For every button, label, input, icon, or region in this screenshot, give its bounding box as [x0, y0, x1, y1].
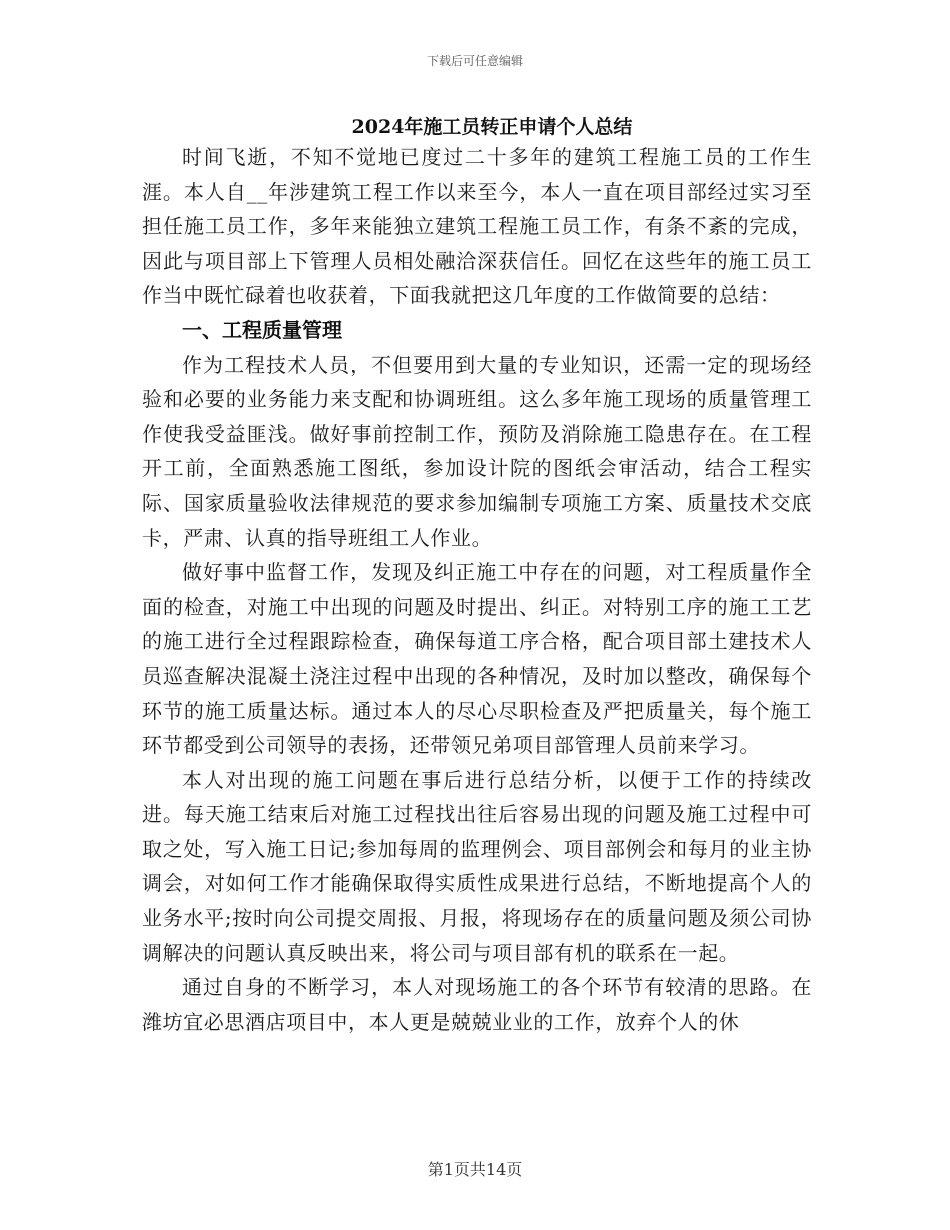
paragraph-quality-supervision: 做好事中监督工作，发现及纠正施工中存在的问题，对工程质量作全面的检查，对施工中出现的问题及时提出、纠正。对特别工序的施工工艺的施工进行全过程跟踪检查，确保每道工序合格，配合项目部土建技术人员巡查解决混凝土浇注过程中出现的各种情况，及时加以整改，确保每个环节的施工质量达标。通过本人的尽心尽职检查及严把质量关，每个施工环节都受到公司领导的表扬，还带领兄弟项目部管理人员前来学习。: [142, 560, 812, 758]
paragraph-learning: 通过自身的不断学习，本人对现场施工的各个环节有较清的思路。在潍坊宜必思酒店项目中，本人更是兢兢业业的工作，放弃个人的休: [142, 975, 812, 1034]
section-heading-quality: 一、工程质量管理: [182, 317, 342, 342]
paragraph-intro: 时间飞逝，不知不觉地已度过二十多年的建筑工程施工员的工作生涯。本人自__年涉建筑工程工作以来至今，本人一直在项目部经过实习至担任施工员工作，多年来能独立建筑工程施工员工作，有条不紊的完成，因此与项目部上下管理人员相处融洽深获信任。回忆在这些年的施工员工作当中既忙碌着也收获着，下面我就把这几年度的工作做简要的总结：: [142, 145, 812, 308]
paragraph-quality-prevention: 作为工程技术人员，不但要用到大量的专业知识，还需一定的现场经验和必要的业务能力来支配和协调班组。这么多年施工现场的质量管理工作使我受益匪浅。做好事前控制工作，预防及消除施工隐患存在。在工程开工前，全面熟悉施工图纸，参加设计院的图纸会审活动，结合工程实际、国家质量验收法律规范的要求参加编制专项施工方案、质量技术交底卡，严肃、认真的指导班组工人作业。: [142, 352, 812, 550]
page-number: 第1页共14页: [427, 1160, 523, 1179]
document-body: [142, 140, 812, 1039]
header-note: 下载后可任意编辑: [426, 54, 523, 68]
document-title: 2024年施工员转正申请个人总结: [351, 116, 633, 138]
paragraph-quality-review: 本人对出现的施工问题在事后进行总结分析，以便于工作的持续改进。每天施工结束后对施工过程找出往后容易出现的问题及施工过程中可取之处，写入施工日记;参加每周的监理例会、项目部例会和每月的业主协调会，对如何工作才能确保取得实质性成果进行总结，不断地提高个人的业务水平;按时向公司提交周报、月报，将现场存在的质量问题及须公司协调解决的问题认真反映出来，将公司与项目部有机的联系在一起。: [142, 767, 812, 965]
